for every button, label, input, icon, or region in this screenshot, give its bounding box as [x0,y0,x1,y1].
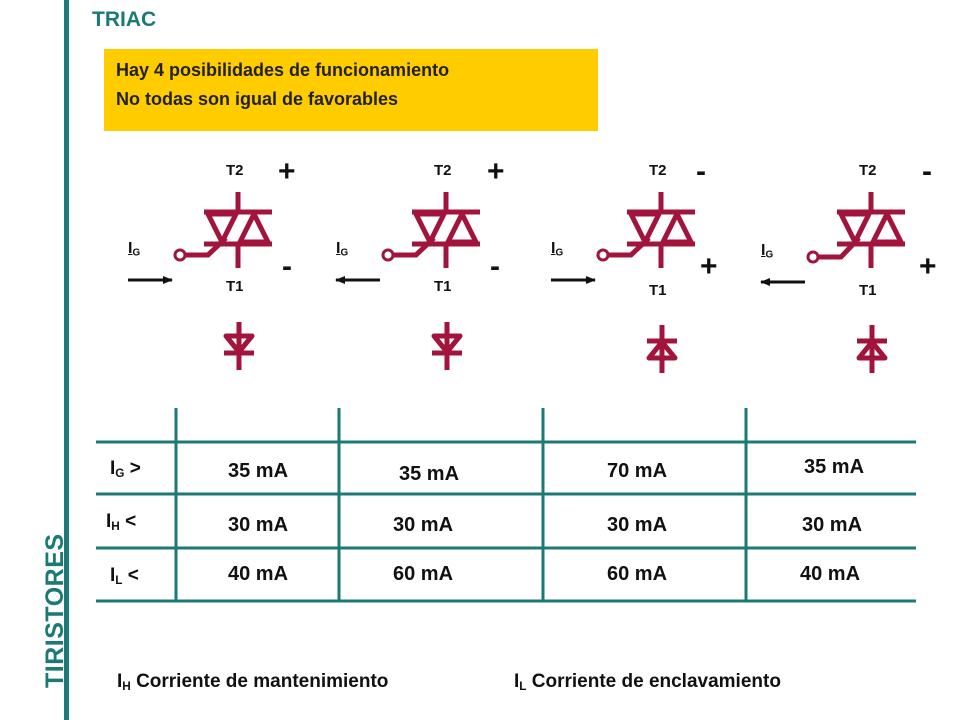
terminal-label-t1: T1 [859,282,877,299]
sign-t2: + [278,155,296,188]
terminal-label-t2: T2 [859,162,877,179]
cell-ih-q1: 30 mA [227,514,289,536]
gate-lead [819,238,859,257]
page-title: TRIAC [92,8,157,31]
terminal-label-t2: T2 [649,162,667,179]
sign-t2: - [696,155,706,188]
triac-triangle-up [873,214,901,242]
cell-il-q2: 60 mA [392,563,454,585]
gate-current-label: $I_G$ [761,242,774,261]
cell-ig-q3: 70 mA [606,460,668,482]
cell-ih-q2: 30 mA [392,514,454,536]
gate-terminal [383,250,393,260]
triac-triangle-up [663,214,691,242]
equivalent-diode-icon [432,322,462,370]
sign-t1: + [700,250,718,283]
cell-ig-q4: 35 mA [803,456,865,478]
terminal-label-t1: T1 [226,278,244,295]
triac-symbol-4 [761,192,905,373]
cell-ih-q4: 30 mA [801,514,863,536]
terminal-label-t1: T1 [434,278,452,295]
row-label-il: $I_L$ < [110,565,139,587]
terminal-label-t1: T1 [649,282,667,299]
triac-triangle-down [841,214,869,242]
sign-t2: + [487,155,505,188]
row-label-ig: $I_G$ > [110,458,141,480]
triac-triangle-down [631,214,659,242]
equivalent-diode-icon [647,325,677,373]
triac-triangle-down [208,214,236,242]
sign-t1: - [282,250,292,283]
section-title: TIRISTORES [41,533,69,688]
gate-terminal [175,250,185,260]
cell-il-q4: 40 mA [799,563,861,585]
gate-current-label: $I_G$ [336,240,349,259]
cell-ih-q3: 30 mA [606,514,668,536]
legend-il: $I_L$ Corriente de enclavamiento [514,671,781,693]
triac-triangle-down [416,214,444,242]
sign-t1: - [490,250,500,283]
sign-t2: - [922,155,932,188]
note-line-2: No todas son igual de favorables [116,89,399,109]
gate-current-label: $I_G$ [551,240,564,259]
gate-current-label: $I_G$ [128,240,141,259]
cell-ig-q1: 35 mA [227,460,289,482]
legend-ih: $I_H$ Corriente de mantenimiento [117,671,389,693]
cell-ig-q2: 35 mA [398,463,460,485]
triac-symbol-3 [551,192,695,373]
sign-t1: + [919,250,937,283]
terminal-label-t2: T2 [434,162,452,179]
gate-terminal [808,252,818,262]
equivalent-diode-icon [857,325,887,373]
cell-il-q3: 60 mA [606,563,668,585]
equivalent-diode-icon [224,322,254,370]
triac-symbol-1 [128,192,272,370]
triac-triangle-up [240,214,268,242]
gate-terminal [598,250,608,260]
triac-triangle-up [448,214,476,242]
row-label-ih: $I_H$ < [106,511,137,533]
triac-symbol-2 [336,192,480,370]
cell-il-q1: 40 mA [227,563,289,585]
terminal-label-t2: T2 [226,162,244,179]
note-line-1: Hay 4 posibilidades de funcionamiento [116,60,450,80]
